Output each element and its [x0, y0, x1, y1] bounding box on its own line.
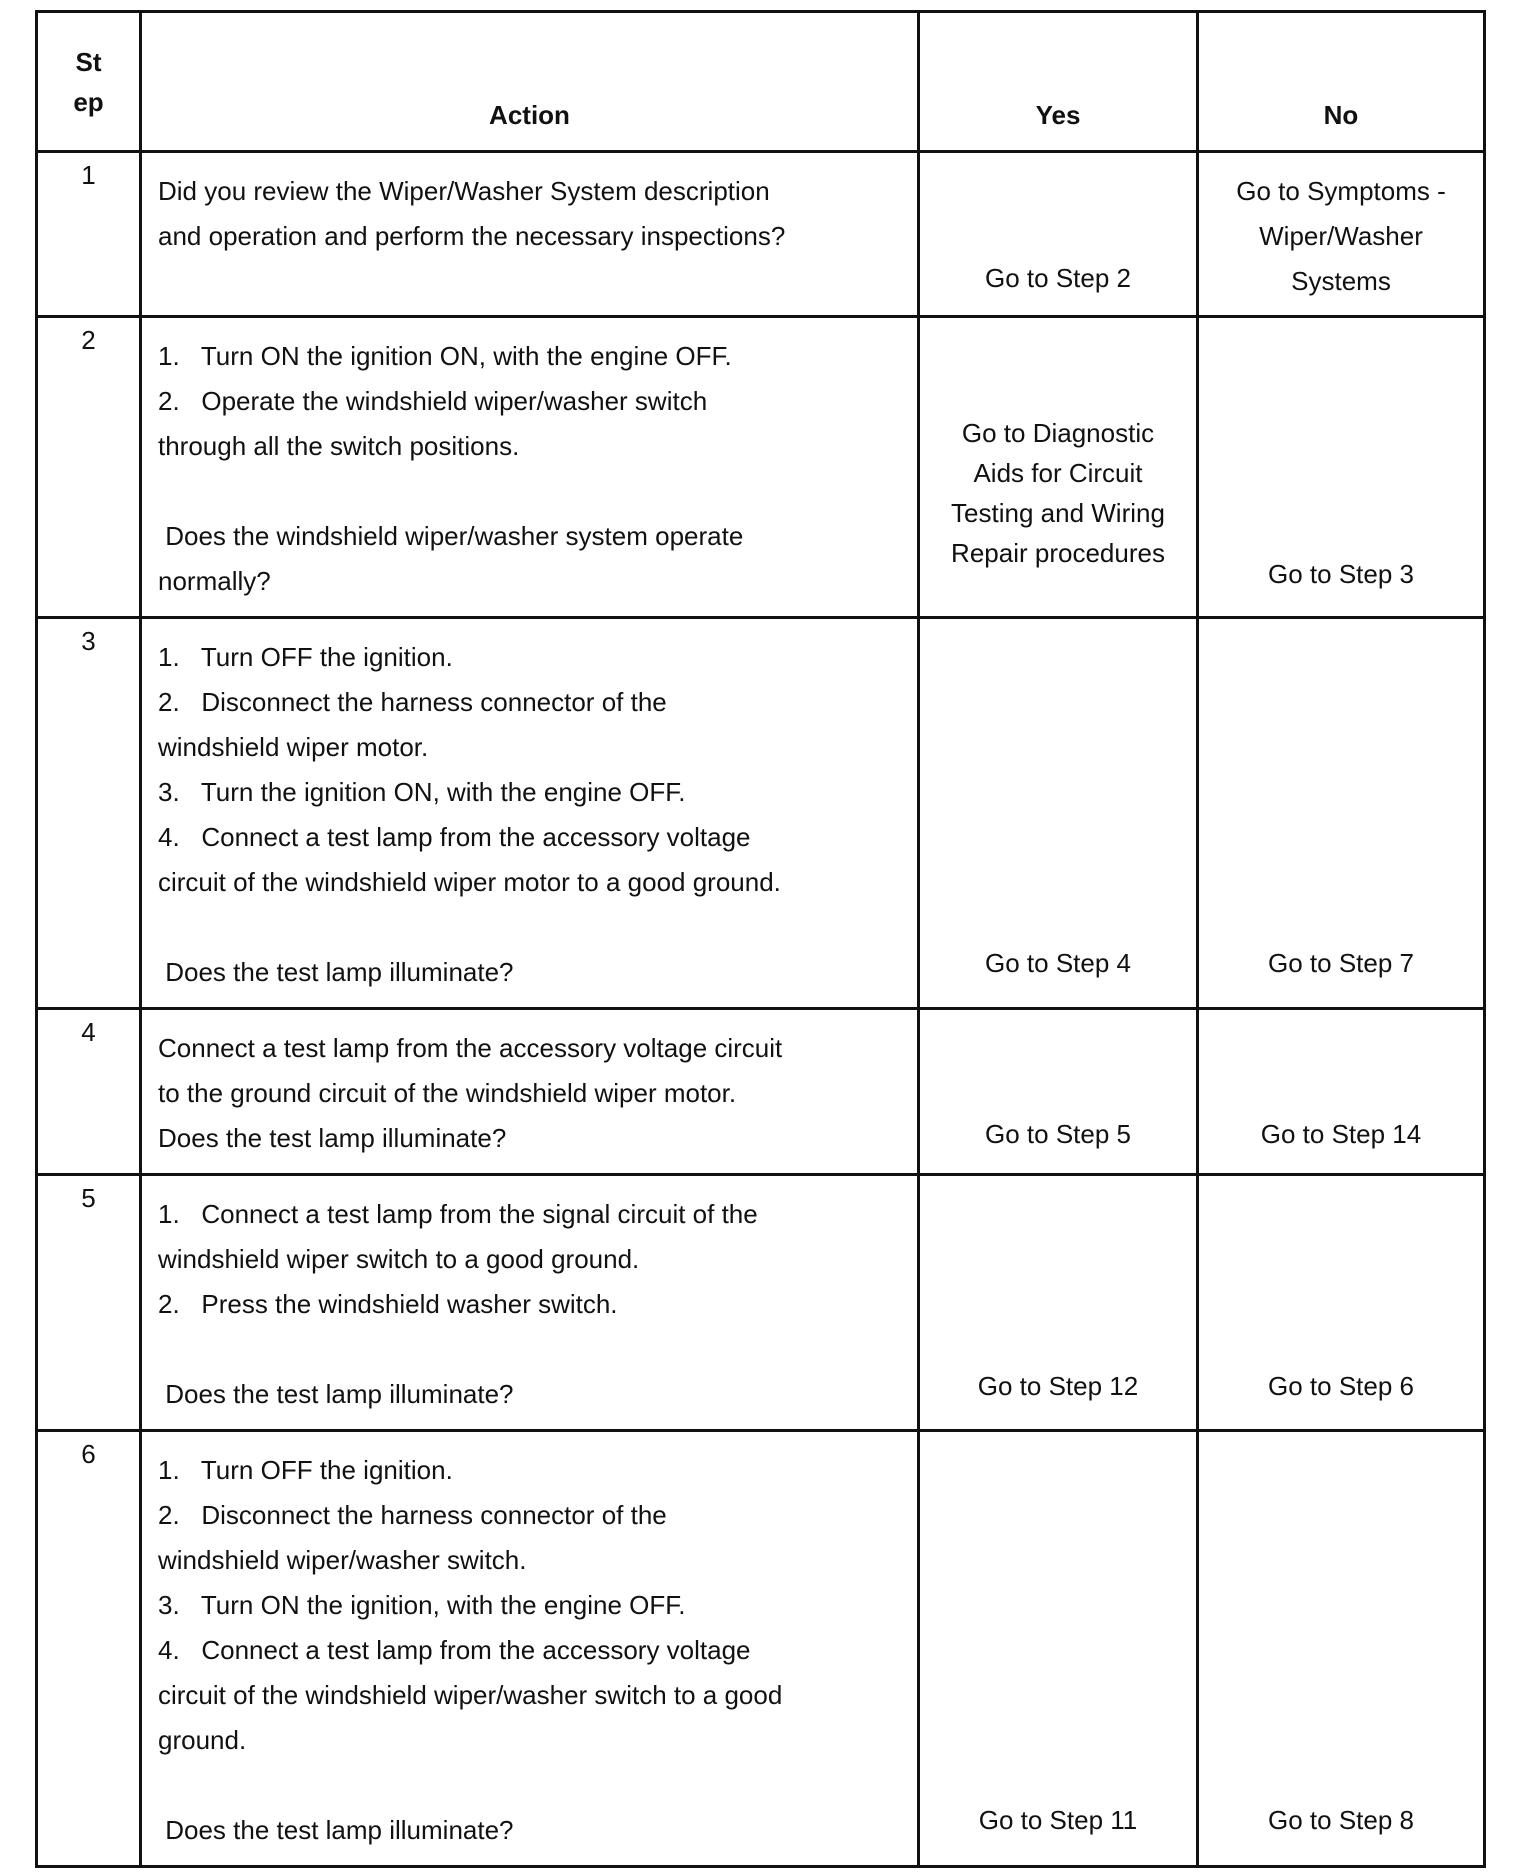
action-line: 1. Turn OFF the ignition.: [158, 642, 453, 672]
yes-answer-text: Go to Step 12: [977, 1371, 1139, 1401]
no-answer-text: Go to Step 8: [1268, 1805, 1414, 1835]
yes-cell: [919, 152, 1198, 317]
yes-answer-text: Go to Step 2: [985, 263, 1131, 293]
no-cell: [1198, 1431, 1485, 1867]
action-line: Does the test lamp illuminate?: [158, 957, 514, 987]
action-line: Connect a test lamp from the accessory voltage circuit: [158, 1033, 783, 1063]
yes-answer-text: Testing and Wiring: [951, 497, 1165, 528]
no-answer-text: Go to Step 6: [1268, 1371, 1414, 1401]
action-line: circuit of the windshield wiper/washer switch to a good: [158, 1680, 783, 1710]
action-cell: [141, 618, 919, 1009]
yes-answer-text: Go to Step 11: [978, 1805, 1138, 1835]
action-line: [158, 1763, 897, 1808]
action-line: Does the windshield wiper/washer system operate: [158, 521, 744, 551]
action-line: Does the test lamp illuminate?: [158, 1815, 514, 1845]
yes-answer-text: Go to Diagnostic: [961, 417, 1155, 448]
no-answer-text: Systems: [1291, 266, 1391, 296]
no-answer-text: Wiper/Washer: [1259, 221, 1423, 251]
action-line: windshield wiper switch to a good ground.: [158, 1244, 640, 1274]
no-cell: [1198, 152, 1485, 317]
action-line: 4. Connect a test lamp from the accessory voltage: [158, 822, 751, 852]
header-yes: Yes: [919, 12, 1198, 152]
action-line: Does the test lamp illuminate?: [158, 1123, 507, 1153]
action-line: 2. Disconnect the harness connector of the: [158, 687, 667, 717]
header-step: [37, 12, 141, 152]
action-cell: [141, 1175, 919, 1431]
step-number: 2: [37, 317, 141, 618]
action-line: 1. Turn ON the ignition ON, with the engine OFF.: [158, 341, 732, 371]
header-step-line1: St: [75, 46, 102, 77]
action-cell: [141, 1431, 919, 1867]
no-cell: [1198, 317, 1485, 618]
action-line: Does the test lamp illuminate?: [158, 1379, 514, 1409]
action-line: windshield wiper motor.: [158, 732, 429, 762]
no-answer-text: Go to Step 14: [1260, 1119, 1422, 1149]
action-line: 2. Press the windshield washer switch.: [158, 1289, 618, 1319]
no-cell: [1198, 1009, 1485, 1175]
action-line: 4. Connect a test lamp from the accessory voltage: [158, 1635, 751, 1665]
action-line: through all the switch positions.: [158, 431, 520, 461]
diagnostic-table: [35, 10, 1486, 1868]
yes-cell: [919, 1009, 1198, 1175]
table-row: [37, 1431, 1485, 1867]
step-number: 4: [37, 1009, 141, 1175]
action-line: ground.: [158, 1725, 247, 1755]
action-line: windshield wiper/washer switch.: [158, 1545, 527, 1575]
step-number: 1: [37, 152, 141, 317]
yes-cell: [919, 317, 1198, 618]
no-answer-text: Go to Step 7: [1268, 948, 1414, 978]
yes-answer-text: Go to Step 5: [985, 1119, 1131, 1149]
yes-cell: [919, 1431, 1198, 1867]
no-answer-text: Go to Symptoms -: [1236, 176, 1446, 206]
action-line: Did you review the Wiper/Washer System description: [158, 176, 770, 206]
action-line: and operation and perform the necessary inspections?: [158, 221, 786, 251]
yes-answer-text: Go to Step 4: [985, 948, 1131, 978]
yes-answer-text: Repair procedures: [951, 537, 1165, 568]
table-row: [37, 317, 1485, 618]
no-cell: [1198, 618, 1485, 1009]
action-line: 3. Turn ON the ignition, with the engine OFF.: [158, 1590, 686, 1620]
action-cell: [141, 317, 919, 618]
table-header-row: [37, 12, 1485, 152]
action-line: 1. Turn OFF the ignition.: [158, 1455, 453, 1485]
action-cell: [141, 1009, 919, 1175]
action-line: circuit of the windshield wiper motor to a good ground.: [158, 867, 781, 897]
step-number: 3: [37, 618, 141, 1009]
table-row: [37, 1009, 1485, 1175]
header-step-line2: ep: [73, 86, 104, 117]
action-line: [158, 905, 897, 950]
yes-cell: [919, 618, 1198, 1009]
yes-answer-text: Aids for Circuit: [973, 457, 1143, 488]
action-line: [158, 469, 897, 514]
action-line: to the ground circuit of the windshield wiper motor.: [158, 1078, 737, 1108]
table-row: [37, 152, 1485, 317]
header-action: Action: [141, 12, 919, 152]
action-line: 3. Turn the ignition ON, with the engine OFF.: [158, 777, 686, 807]
yes-cell: [919, 1175, 1198, 1431]
action-line: 2. Disconnect the harness connector of the: [158, 1500, 667, 1530]
action-line: 1. Connect a test lamp from the signal circuit of the: [158, 1199, 758, 1229]
step-number: 6: [37, 1431, 141, 1867]
step-number: 5: [37, 1175, 141, 1431]
action-cell: [141, 152, 919, 317]
action-line: [158, 1327, 897, 1372]
header-no: No: [1198, 12, 1485, 152]
no-answer-text: Go to Step 3: [1268, 559, 1414, 589]
table-row: [37, 618, 1485, 1009]
no-cell: [1198, 1175, 1485, 1431]
action-line: 2. Operate the windshield wiper/washer switch: [158, 386, 708, 416]
action-line: normally?: [158, 566, 271, 596]
table-row: [37, 1175, 1485, 1431]
